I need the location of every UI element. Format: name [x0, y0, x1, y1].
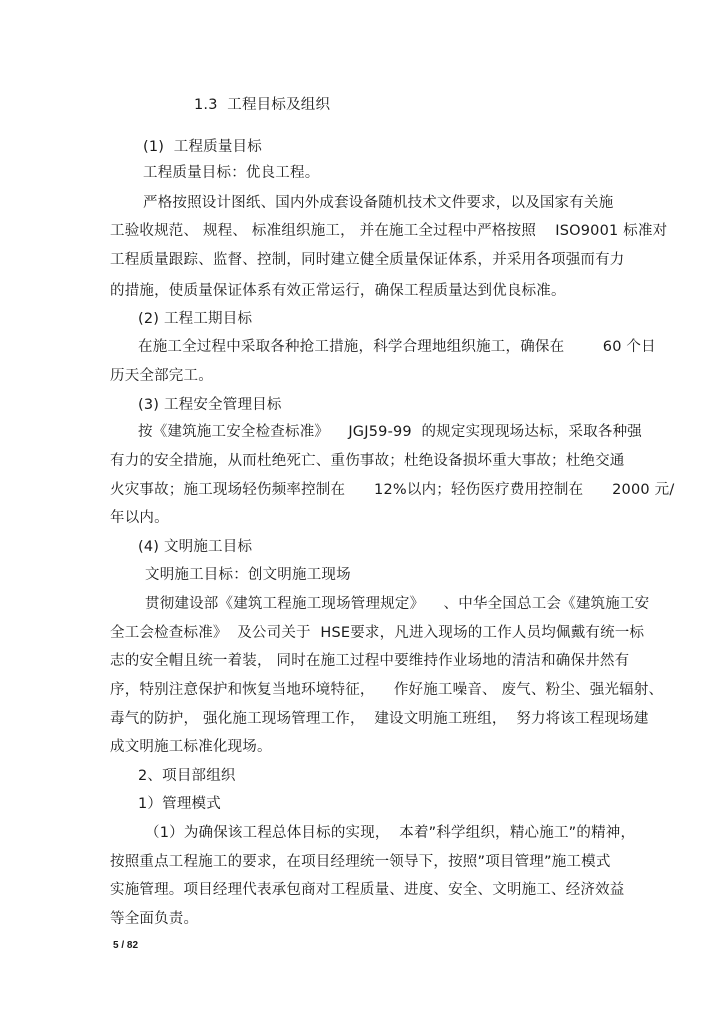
- subheading-schedule: (2) 工程工期目标: [138, 311, 253, 327]
- page-number: 5 / 82: [113, 940, 139, 951]
- paragraph-line: 工验收规范、 规程、 标准组织施工， 并在施工全过程中严格按照 ISO9001 标准对: [110, 223, 668, 239]
- subheading-quality: (1) 工程质量目标: [143, 139, 262, 155]
- subheading-management: 1）管理模式: [138, 796, 221, 812]
- paragraph-line: 全工会检查标准》 及公司关于 HSE要求，凡进入现场的工作人员均佩戴有统一标: [110, 625, 645, 641]
- paragraph-line: 贯彻建设部《建筑工程施工现场管理规定》 、中华全国总工会《建筑施工安: [145, 596, 650, 612]
- paragraph-line: 等全面负责。: [110, 911, 199, 927]
- paragraph-line: （1）为确保该工程总体目标的实现， 本着”科学组织，精心施工”的精神，: [145, 825, 636, 841]
- paragraph-line: 的措施，使质量保证体系有效正常运行，确保工程质量达到优良标准。: [110, 283, 566, 299]
- paragraph-line: 有力的安全措施，从而杜绝死亡、重伤事故；杜绝设备损坏重大事故；杜绝交通: [110, 453, 625, 469]
- subheading-safety: (3) 工程安全管理目标: [138, 397, 282, 413]
- section-heading: 1.3 工程目标及组织: [194, 97, 331, 113]
- paragraph-line: 实施管理。项目经理代表承包商对工程质量、进度、安全、文明施工、经济效益: [110, 882, 625, 898]
- paragraph-line: 在施工全过程中采取各种抢工措施，科学合理地组织施工，确保在 60 个日: [138, 339, 656, 355]
- subheading-civilized: (4) 文明施工目标: [138, 539, 253, 555]
- paragraph-line: 工程质量跟踪、监督、控制，同时建立健全质量保证体系，并采用各项强而有力: [110, 252, 625, 268]
- paragraph-line: 毒气的防护， 强化施工现场管理工作， 建设文明施工班组， 努力将该工程现场建: [110, 711, 649, 727]
- paragraph-line: 按照重点工程施工的要求，在项目经理统一领导下，按照”项目管理”施工模式: [110, 854, 611, 870]
- paragraph-line: 按《建筑施工安全检查标准》 JGJ59-99 的规定实现现场达标，采取各种强: [138, 424, 642, 440]
- paragraph-line: 工程质量目标：优良工程。: [143, 165, 320, 181]
- paragraph-line: 文明施工目标：创文明施工现场: [145, 567, 351, 583]
- paragraph-line: 志的安全帽且统一着装， 同时在施工过程中要维持作业场地的清洁和确保井然有: [110, 653, 630, 669]
- paragraph-line: 火灾事故；施工现场轻伤频率控制在 12%以内；轻伤医疗费用控制在 2000 元/: [110, 482, 675, 498]
- paragraph-line: 历天全部完工。: [110, 368, 213, 384]
- paragraph-line: 严格按照设计图纸、国内外成套设备随机技术文件要求，以及国家有关施: [143, 195, 614, 211]
- section-heading-2: 2、项目部组织: [138, 768, 236, 784]
- paragraph-line: 成文明施工标准化现场。: [110, 739, 272, 755]
- paragraph-line: 序，特别注意保护和恢复当地环境特征， 作好施工噪音、 废气、粉尘、强光辐射、: [110, 682, 664, 698]
- paragraph-line: 年以内。: [110, 510, 169, 526]
